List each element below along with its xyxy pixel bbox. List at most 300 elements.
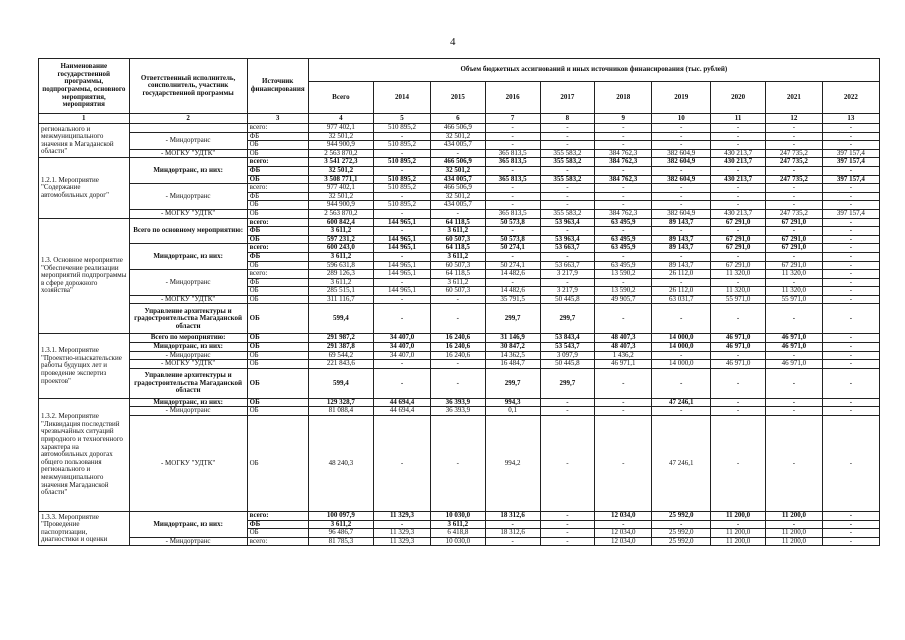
year-value-cell: - xyxy=(652,252,711,261)
year-value-cell: - xyxy=(765,252,822,261)
year-value-cell: 32 501,2 xyxy=(430,132,485,141)
year-value-cell: - xyxy=(711,227,766,236)
source-cell: ФБ xyxy=(247,227,308,236)
table-row xyxy=(39,512,880,521)
year-value-cell: 67 291,0 xyxy=(765,244,822,253)
year-value-cell: 46 971,0 xyxy=(711,360,766,369)
source-cell: ОБ xyxy=(247,141,308,150)
year-value-cell: 67 291,0 xyxy=(711,244,766,253)
total-value-cell: 32 501,2 xyxy=(308,192,373,201)
total-value-cell: 2 563 870,2 xyxy=(308,149,373,158)
executor-cell: - Миндортранс xyxy=(129,351,247,360)
year-value-cell: 994,2 xyxy=(485,416,540,512)
year-value-cell: 3 611,2 xyxy=(430,278,485,287)
header-year: 2018 xyxy=(595,82,652,114)
total-value-cell: 2 563 870,2 xyxy=(308,209,373,218)
total-value-cell: 48 240,3 xyxy=(308,416,373,512)
source-cell: ФБ xyxy=(247,132,308,141)
year-value-cell: - xyxy=(485,192,540,201)
year-value-cell: - xyxy=(711,132,766,141)
year-value-cell: 47 246,1 xyxy=(652,398,711,407)
year-value-cell: 434 005,7 xyxy=(430,201,485,210)
year-value-cell: 14 000,0 xyxy=(652,334,711,343)
year-value-cell: - xyxy=(822,124,879,133)
program-name-cell: регионального и межмуниципального значения в Магаданской области" xyxy=(39,124,130,158)
year-value-cell: 35 791,5 xyxy=(485,295,540,304)
year-value-cell: 49 905,7 xyxy=(595,295,652,304)
year-value-cell: - xyxy=(765,141,822,150)
year-value-cell: - xyxy=(822,351,879,360)
total-value-cell: 977 402,1 xyxy=(308,184,373,193)
total-value-cell: 3 541 272,3 xyxy=(308,158,373,167)
year-value-cell: - xyxy=(540,184,595,193)
year-value-cell: - xyxy=(540,398,595,407)
column-number: 2 xyxy=(129,114,247,124)
year-value-cell: 10 030,0 xyxy=(430,512,485,521)
year-value-cell: - xyxy=(430,368,485,398)
year-value-cell: - xyxy=(540,520,595,529)
year-value-cell: 44 694,4 xyxy=(374,398,431,407)
source-cell: ОБ xyxy=(247,209,308,218)
program-name-cell: 1.3.1. Мероприятие "Проектно-изыскательские работы будущих лет и проведение экспертиз проектов" xyxy=(39,334,130,398)
year-value-cell: 3 217,9 xyxy=(540,287,595,296)
year-value-cell: - xyxy=(540,201,595,210)
year-value-cell: 67 291,0 xyxy=(711,235,766,244)
year-value-cell: 63 495,9 xyxy=(595,235,652,244)
year-value-cell: 34 407,0 xyxy=(374,351,431,360)
year-value-cell: - xyxy=(822,343,879,352)
table-row xyxy=(39,295,880,304)
year-value-cell: 36 393,9 xyxy=(430,398,485,407)
year-value-cell: - xyxy=(595,201,652,210)
total-value-cell: 129 328,7 xyxy=(308,398,373,407)
source-cell: ФБ xyxy=(247,166,308,175)
year-value-cell: - xyxy=(540,416,595,512)
year-value-cell: - xyxy=(652,132,711,141)
year-value-cell: 355 583,2 xyxy=(540,149,595,158)
year-value-cell: 26 112,0 xyxy=(652,270,711,279)
year-value-cell: 510 895,2 xyxy=(374,124,431,133)
total-value-cell: 96 486,7 xyxy=(308,529,373,538)
table-row xyxy=(39,360,880,369)
source-cell: ОБ xyxy=(247,295,308,304)
year-value-cell: 46 971,0 xyxy=(711,343,766,352)
year-value-cell: 89 143,7 xyxy=(652,218,711,227)
year-value-cell: 397 157,4 xyxy=(822,158,879,167)
source-cell: ОБ xyxy=(247,351,308,360)
year-value-cell: - xyxy=(765,184,822,193)
program-name-cell: 1.3. Основное мероприятие "Обеспечение реализации мероприятий подпрограммы в сфере дорожного хозяйства" xyxy=(39,218,130,334)
year-value-cell: 11 200,0 xyxy=(765,529,822,538)
year-value-cell: 3 217,9 xyxy=(540,270,595,279)
year-value-cell: - xyxy=(540,141,595,150)
year-value-cell: - xyxy=(765,166,822,175)
year-value-cell: 430 213,7 xyxy=(711,149,766,158)
table-row xyxy=(39,398,880,407)
year-value-cell: 13 590,2 xyxy=(595,270,652,279)
year-value-cell: 67 291,0 xyxy=(711,218,766,227)
executor-cell: - Миндортранс xyxy=(129,537,247,546)
year-value-cell: - xyxy=(430,295,485,304)
year-value-cell: - xyxy=(595,278,652,287)
executor-cell: - МОГКУ "УДТК" xyxy=(129,360,247,369)
year-value-cell: 32 501,2 xyxy=(430,166,485,175)
year-value-cell: - xyxy=(765,407,822,416)
year-value-cell: - xyxy=(374,132,431,141)
executor-cell: - Миндортранс xyxy=(129,407,247,416)
year-value-cell: - xyxy=(711,407,766,416)
year-value-cell: 53 843,4 xyxy=(540,334,595,343)
executor-cell: Миндортранс, из них: xyxy=(129,343,247,352)
year-value-cell: 26 112,0 xyxy=(652,287,711,296)
year-value-cell: - xyxy=(822,166,879,175)
year-value-cell: - xyxy=(485,132,540,141)
source-cell: ОБ xyxy=(247,334,308,343)
budget-table xyxy=(38,58,880,546)
year-value-cell: 365 813,5 xyxy=(485,149,540,158)
year-value-cell: - xyxy=(485,124,540,133)
year-value-cell: 63 495,9 xyxy=(595,261,652,270)
year-value-cell: 16 240,6 xyxy=(430,334,485,343)
year-value-cell: - xyxy=(765,368,822,398)
year-value-cell: 46 971,0 xyxy=(765,343,822,352)
year-value-cell: - xyxy=(540,192,595,201)
year-value-cell: 55 971,0 xyxy=(765,295,822,304)
program-name-cell: 1.3.3. Мероприятие "Проведение паспортизации, диагностики и оценки xyxy=(39,512,130,546)
year-value-cell: 299,7 xyxy=(485,304,540,334)
header-year: 2017 xyxy=(540,82,595,114)
year-value-cell: 14 000,0 xyxy=(652,343,711,352)
year-value-cell: - xyxy=(652,368,711,398)
year-value-cell: 48 407,3 xyxy=(595,334,652,343)
year-value-cell: - xyxy=(822,201,879,210)
year-value-cell: - xyxy=(711,304,766,334)
year-value-cell: - xyxy=(595,184,652,193)
year-value-cell: 50 573,8 xyxy=(485,218,540,227)
table-row xyxy=(39,343,880,352)
year-value-cell: 355 583,2 xyxy=(540,209,595,218)
source-cell: ОБ xyxy=(247,368,308,398)
year-value-cell: 382 604,9 xyxy=(652,175,711,184)
year-value-cell: 247 735,2 xyxy=(765,158,822,167)
year-value-cell: 11 320,0 xyxy=(765,287,822,296)
total-value-cell: 977 402,1 xyxy=(308,124,373,133)
table-row xyxy=(39,407,880,416)
year-value-cell: - xyxy=(652,278,711,287)
header-volume: Объем бюджетных ассигнований и иных источников финансирования (тыс. рублей) xyxy=(308,59,879,82)
total-value-cell: 32 501,2 xyxy=(308,132,373,141)
executor-cell: - МОГКУ "УДТК" xyxy=(129,209,247,218)
year-value-cell: - xyxy=(822,192,879,201)
total-value-cell: 600 243,0 xyxy=(308,244,373,253)
year-value-cell: - xyxy=(652,141,711,150)
table-row xyxy=(39,351,880,360)
table-row xyxy=(39,537,880,546)
year-value-cell: 1 436,2 xyxy=(595,351,652,360)
year-value-cell: 67 291,0 xyxy=(711,261,766,270)
year-value-cell: - xyxy=(374,360,431,369)
column-number-row xyxy=(39,114,880,124)
year-value-cell: - xyxy=(374,295,431,304)
year-value-cell: - xyxy=(822,537,879,546)
year-value-cell: - xyxy=(595,192,652,201)
total-value-cell: 944 900,9 xyxy=(308,201,373,210)
year-value-cell: 384 762,3 xyxy=(595,149,652,158)
header-year: 2020 xyxy=(711,82,766,114)
year-value-cell: 466 506,9 xyxy=(430,124,485,133)
year-value-cell: 355 583,2 xyxy=(540,175,595,184)
total-value-cell: 599,4 xyxy=(308,368,373,398)
year-value-cell: 11 320,0 xyxy=(711,270,766,279)
executor-cell: - Миндортранс xyxy=(129,184,247,210)
table-row xyxy=(39,368,880,398)
source-cell: ФБ xyxy=(247,252,308,261)
year-value-cell: - xyxy=(765,124,822,133)
year-value-cell: - xyxy=(485,227,540,236)
year-value-cell: 53 963,4 xyxy=(540,218,595,227)
year-value-cell: - xyxy=(540,227,595,236)
year-value-cell: 53 663,7 xyxy=(540,244,595,253)
executor-cell: Миндортранс, из них: xyxy=(129,244,247,270)
year-value-cell: 10 030,0 xyxy=(430,537,485,546)
header-year: 2021 xyxy=(765,82,822,114)
table-row xyxy=(39,149,880,158)
year-value-cell: - xyxy=(765,520,822,529)
year-value-cell: - xyxy=(822,334,879,343)
source-cell: ОБ xyxy=(247,287,308,296)
year-value-cell: - xyxy=(430,304,485,334)
year-value-cell: - xyxy=(711,192,766,201)
year-value-cell: - xyxy=(765,416,822,512)
year-value-cell: 46 971,0 xyxy=(765,334,822,343)
year-value-cell: - xyxy=(595,141,652,150)
year-value-cell: - xyxy=(652,201,711,210)
year-value-cell: 144 965,1 xyxy=(374,287,431,296)
year-value-cell: 63 031,7 xyxy=(652,295,711,304)
year-value-cell: - xyxy=(711,166,766,175)
budget-body xyxy=(39,124,880,546)
year-value-cell: - xyxy=(595,368,652,398)
year-value-cell: 64 118,5 xyxy=(430,244,485,253)
year-value-cell: 384 762,3 xyxy=(595,175,652,184)
year-value-cell: 44 694,4 xyxy=(374,407,431,416)
year-value-cell: - xyxy=(652,520,711,529)
total-value-cell: 289 126,3 xyxy=(308,270,373,279)
year-value-cell: - xyxy=(485,184,540,193)
year-value-cell: 12 034,0 xyxy=(595,537,652,546)
year-value-cell: - xyxy=(595,398,652,407)
year-value-cell: 430 213,7 xyxy=(711,209,766,218)
year-value-cell: 144 965,1 xyxy=(374,244,431,253)
source-cell: ФБ xyxy=(247,278,308,287)
year-value-cell: 18 312,6 xyxy=(485,529,540,538)
year-value-cell: - xyxy=(822,227,879,236)
year-value-cell: 11 200,0 xyxy=(711,537,766,546)
year-value-cell: 14 362,5 xyxy=(485,351,540,360)
year-value-cell: - xyxy=(711,520,766,529)
year-value-cell: 67 291,0 xyxy=(765,218,822,227)
column-number: 1 xyxy=(39,114,130,124)
source-cell: всего: xyxy=(247,512,308,521)
year-value-cell: 89 143,7 xyxy=(652,244,711,253)
year-value-cell: - xyxy=(430,149,485,158)
year-value-cell: - xyxy=(765,304,822,334)
year-value-cell: 18 312,6 xyxy=(485,512,540,521)
year-value-cell: 11 200,0 xyxy=(711,512,766,521)
source-cell: ОБ xyxy=(247,261,308,270)
year-value-cell: 299,7 xyxy=(485,368,540,398)
year-value-cell: - xyxy=(595,132,652,141)
year-value-cell: 3 611,2 xyxy=(430,252,485,261)
year-value-cell: - xyxy=(822,512,879,521)
source-cell: ОБ xyxy=(247,360,308,369)
source-cell: всего: xyxy=(247,218,308,227)
year-value-cell: - xyxy=(711,124,766,133)
year-value-cell: - xyxy=(822,304,879,334)
year-value-cell: 55 971,0 xyxy=(711,295,766,304)
year-value-cell: - xyxy=(822,218,879,227)
year-value-cell: 89 143,7 xyxy=(652,261,711,270)
year-value-cell: 48 407,3 xyxy=(595,343,652,352)
year-value-cell: - xyxy=(711,141,766,150)
header-year: 2022 xyxy=(822,82,879,114)
header-year: 2019 xyxy=(652,82,711,114)
year-value-cell: 30 847,2 xyxy=(485,343,540,352)
year-value-cell: 430 213,7 xyxy=(711,158,766,167)
year-value-cell: - xyxy=(485,201,540,210)
total-value-cell: 100 097,9 xyxy=(308,512,373,521)
year-value-cell: 382 604,9 xyxy=(652,209,711,218)
year-value-cell: 16 240,6 xyxy=(430,351,485,360)
year-value-cell: - xyxy=(595,252,652,261)
year-value-cell: - xyxy=(374,252,431,261)
executor-cell: Управление архитектуры и градостроительства Магаданской области xyxy=(129,304,247,334)
year-value-cell: - xyxy=(540,512,595,521)
executor-cell: Миндортранс, из них: xyxy=(129,512,247,538)
source-cell: ФБ xyxy=(247,520,308,529)
total-value-cell: 599,4 xyxy=(308,304,373,334)
year-value-cell: - xyxy=(540,252,595,261)
source-cell: всего: xyxy=(247,124,308,133)
source-cell: всего: xyxy=(247,537,308,546)
total-value-cell: 291 387,8 xyxy=(308,343,373,352)
year-value-cell: 510 895,2 xyxy=(374,175,431,184)
year-value-cell: 3 611,2 xyxy=(430,227,485,236)
column-number: 4 xyxy=(308,114,373,124)
year-value-cell: - xyxy=(374,149,431,158)
year-value-cell: - xyxy=(652,184,711,193)
header-year: 2015 xyxy=(430,82,485,114)
year-value-cell: - xyxy=(374,227,431,236)
source-cell: ОБ xyxy=(247,416,308,512)
year-value-cell: - xyxy=(374,278,431,287)
program-name-cell: 1.2.1. Мероприятие "Содержание автомобильных дорог" xyxy=(39,158,130,218)
year-value-cell: - xyxy=(595,166,652,175)
year-value-cell: - xyxy=(652,407,711,416)
total-value-cell: 597 231,2 xyxy=(308,235,373,244)
year-value-cell: 355 583,2 xyxy=(540,158,595,167)
year-value-cell: - xyxy=(652,351,711,360)
year-value-cell: 36 393,9 xyxy=(430,407,485,416)
year-value-cell: - xyxy=(765,398,822,407)
executor-cell: Всего по мероприятию: xyxy=(129,334,247,343)
header-source: Источник финансирования xyxy=(247,59,308,114)
year-value-cell: - xyxy=(485,252,540,261)
table-row xyxy=(39,334,880,343)
year-value-cell: - xyxy=(374,209,431,218)
year-value-cell: 50 274,1 xyxy=(485,244,540,253)
year-value-cell: 64 118,5 xyxy=(430,270,485,279)
year-value-cell: 510 895,2 xyxy=(374,158,431,167)
total-value-cell: 3 611,2 xyxy=(308,278,373,287)
year-value-cell: - xyxy=(430,209,485,218)
source-cell: ОБ xyxy=(247,343,308,352)
year-value-cell: - xyxy=(652,166,711,175)
year-value-cell: - xyxy=(765,132,822,141)
year-value-cell: 12 034,0 xyxy=(595,512,652,521)
table-row xyxy=(39,158,880,167)
year-value-cell: - xyxy=(822,398,879,407)
year-value-cell: - xyxy=(711,252,766,261)
header-year: 2014 xyxy=(374,82,431,114)
year-value-cell: 6 418,8 xyxy=(430,529,485,538)
year-value-cell: 63 495,9 xyxy=(595,218,652,227)
page-number: 4 xyxy=(450,36,456,48)
year-value-cell: 53 543,7 xyxy=(540,343,595,352)
total-value-cell: 311 116,7 xyxy=(308,295,373,304)
year-value-cell: - xyxy=(822,184,879,193)
year-value-cell: 3 611,2 xyxy=(430,520,485,529)
year-value-cell: - xyxy=(430,416,485,512)
year-value-cell: 14 000,0 xyxy=(652,360,711,369)
year-value-cell: - xyxy=(595,227,652,236)
source-cell: ОБ xyxy=(247,235,308,244)
total-value-cell: 221 843,6 xyxy=(308,360,373,369)
executor-cell: Управление архитектуры и градостроительства Магаданской области xyxy=(129,368,247,398)
year-value-cell: 365 813,5 xyxy=(485,209,540,218)
year-value-cell: - xyxy=(485,278,540,287)
year-value-cell: - xyxy=(822,278,879,287)
year-value-cell: 397 157,4 xyxy=(822,209,879,218)
year-value-cell: - xyxy=(822,270,879,279)
year-value-cell: 144 965,1 xyxy=(374,270,431,279)
year-value-cell: - xyxy=(595,124,652,133)
year-value-cell: - xyxy=(485,537,540,546)
year-value-cell: 14 482,6 xyxy=(485,270,540,279)
table-row xyxy=(39,218,880,227)
year-value-cell: 510 895,2 xyxy=(374,201,431,210)
table-row xyxy=(39,270,880,279)
year-value-cell: 144 965,1 xyxy=(374,235,431,244)
total-value-cell: 81 088,4 xyxy=(308,407,373,416)
year-value-cell: 510 895,2 xyxy=(374,141,431,150)
year-value-cell: 365 813,5 xyxy=(485,175,540,184)
column-number: 7 xyxy=(485,114,540,124)
year-value-cell: - xyxy=(595,304,652,334)
year-value-cell: - xyxy=(430,360,485,369)
total-value-cell: 3 508 771,1 xyxy=(308,175,373,184)
year-value-cell: - xyxy=(822,295,879,304)
year-value-cell: - xyxy=(540,407,595,416)
year-value-cell: 46 971,1 xyxy=(595,360,652,369)
year-value-cell: 299,7 xyxy=(540,304,595,334)
year-value-cell: 89 143,7 xyxy=(652,235,711,244)
year-value-cell: - xyxy=(485,166,540,175)
total-value-cell: 291 987,2 xyxy=(308,334,373,343)
source-cell: ОБ xyxy=(247,201,308,210)
year-value-cell: 365 813,5 xyxy=(485,158,540,167)
year-value-cell: 50 445,8 xyxy=(540,360,595,369)
